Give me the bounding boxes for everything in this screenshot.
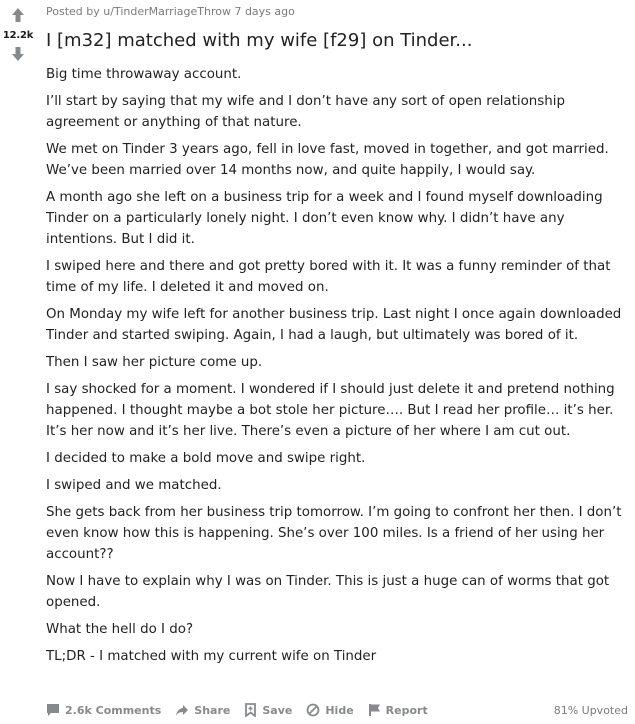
comments-label: 2.6k Comments <box>65 703 162 717</box>
body-paragraph: I decided to make a bold move and swipe right. <box>46 451 366 466</box>
body-paragraph: A month ago she left on a business trip for a week and I found myself downloading Tinder on a particularly lonely night. I don’t even know why. I didn’t have any intentions. But I did it. <box>46 190 603 247</box>
save-label: Save <box>262 703 293 717</box>
flag-icon <box>368 703 381 717</box>
body-paragraph: What the hell do I do? <box>46 622 194 637</box>
post-age: 7 days ago <box>234 5 295 18</box>
upvote-arrow-icon[interactable] <box>9 6 27 24</box>
body-paragraph: I swiped here and there and got pretty bored with it. It was a funny reminder of that time of my life. I deleted it and moved on. <box>46 259 611 295</box>
hide-button[interactable] <box>306 703 353 717</box>
share-label: Share <box>194 703 231 717</box>
report-label: Report <box>385 703 428 717</box>
downvote-arrow-icon[interactable] <box>9 45 27 63</box>
bookmark-icon <box>244 703 257 717</box>
body-paragraph: I say shocked for a moment. I wondered if I should just delete it and pretend nothing happened. I thought maybe a bot stole her picture…. But I read her profile… it’s her. It’s her now and it’s her live. There’s even a picture of her where I am cut out. <box>46 382 615 439</box>
report-button[interactable] <box>368 703 428 717</box>
body-paragraph: Now I have to explain why I was on Tinder. This is just a huge can of worms that got opened. <box>46 574 610 610</box>
hide-label: Hide <box>325 703 354 717</box>
comment-bubble-icon <box>46 703 60 717</box>
upvote-ratio: 81% Upvoted <box>553 703 628 717</box>
vote-column <box>0 6 36 63</box>
vote-score: 12.2k <box>2 30 34 41</box>
body-paragraph: TL;DR - I matched with my current wife on Tinder <box>46 649 377 664</box>
save-button[interactable] <box>244 703 292 717</box>
hide-circle-slash-icon <box>306 703 320 717</box>
comments-button[interactable] <box>46 703 161 717</box>
post-content <box>46 0 628 673</box>
share-arrow-icon <box>175 703 189 717</box>
body-paragraph: I swiped and we matched. <box>46 478 222 493</box>
post-action-bar <box>46 700 628 720</box>
author-link[interactable]: u/TinderMarriageThrow <box>103 5 231 18</box>
post-body <box>46 64 628 667</box>
posted-by-label: Posted by <box>46 5 104 18</box>
body-paragraph: Big time throwaway account. <box>46 67 242 82</box>
body-paragraph: I’ll start by saying that my wife and I don’t have any sort of open relationship agreement or anything of that nature. <box>46 94 565 130</box>
body-paragraph: We met on Tinder 3 years ago, fell in love fast, moved in together, and got married. We’ve been married over 14 months now, and quite happily, I would say. <box>46 142 609 178</box>
post-meta <box>46 5 628 19</box>
body-paragraph: Then I saw her picture come up. <box>46 355 263 370</box>
post-title[interactable]: I [m32] matched with my wife [f29] on Tinder... <box>46 30 473 51</box>
body-paragraph: On Monday my wife left for another business trip. Last night I once again downloaded Tinder and started swiping. Again, I had a laugh, but ultimately was bored of it. <box>46 307 622 343</box>
share-button[interactable] <box>175 703 230 717</box>
body-paragraph: She gets back from her business trip tomorrow. I’m going to confront her then. I don’t even know how this is happening. She’s over 100 miles. Is a friend of her using her account?? <box>46 505 622 562</box>
